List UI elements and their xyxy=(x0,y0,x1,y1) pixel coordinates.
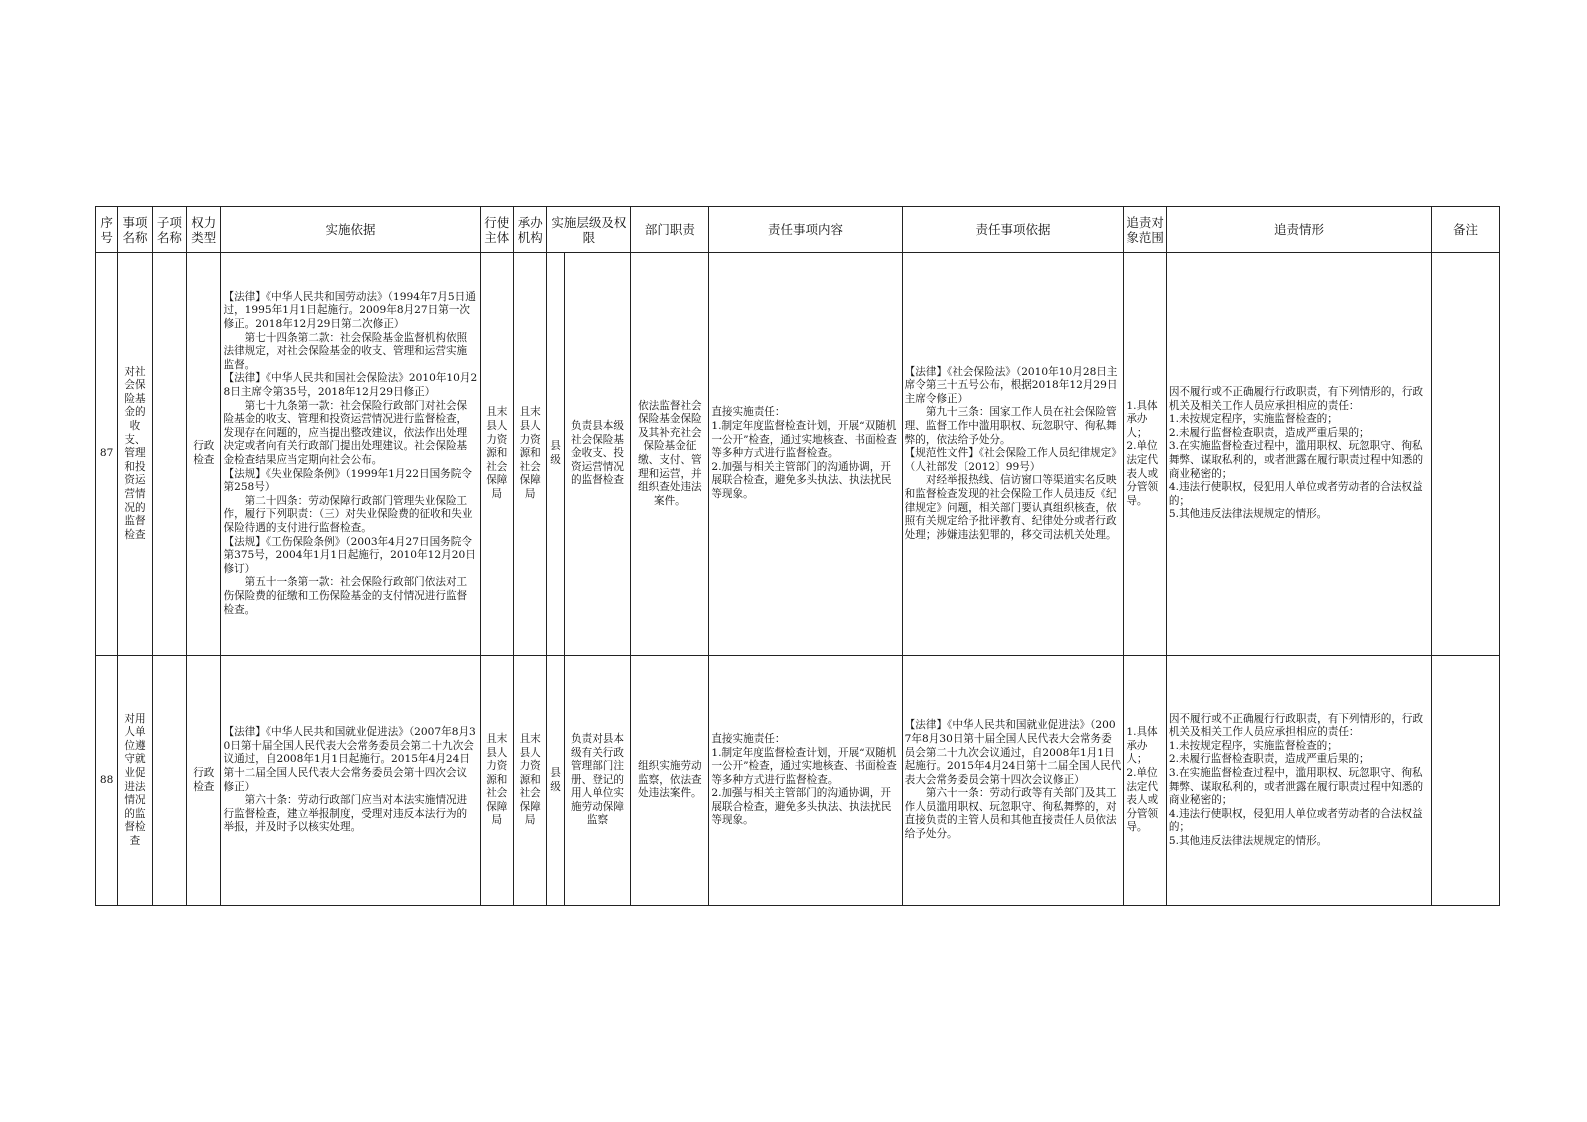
table-row xyxy=(96,253,1500,656)
header-basis: 实施依据 xyxy=(221,207,480,253)
row-resp-content: 直接实施责任： 1.制定年度监督检查计划，开展“双随机一公开”检查，通过实地核查、书面检查等多种方式进行监督检查。 2.加强与相关主管部门的沟通协调，开展联合检查，避免多头执法、执法扰民等现象。 xyxy=(709,656,902,906)
row-item-name: 对社会保险基金的收支、管理和投资运营情况的监督检查 xyxy=(118,253,152,656)
row-remark xyxy=(1432,253,1500,656)
row-level: 县级 xyxy=(547,656,564,906)
row-power-type: 行政检查 xyxy=(187,253,221,656)
header-subject: 行使主体 xyxy=(480,207,513,253)
row-seq: 88 xyxy=(96,656,118,906)
row-item-name: 对用人单位遵守就业促进法情况的监督检查 xyxy=(118,656,152,906)
row-seq: 87 xyxy=(96,253,118,656)
row-level-detail: 负责对县本级有关行政管理部门注册、登记的用人单位实施劳动保障监察 xyxy=(564,656,631,906)
row-sub-name xyxy=(152,656,186,906)
row-basis: 【法律】《中华人民共和国就业促进法》（2007年8月30日第十届全国人民代表大会常务委员会第二十九次会议通过，自2008年1月1日起施行。2015年4月24日第十二届全国人民代表大会常务委员会第十四次会议修正） 第六十条：劳动行政部门应当对本法实施情况进行监督检查，建立举报制度，受理对违反本法行为的举报，并及时予以核实处理。 xyxy=(221,656,480,906)
header-resp-content: 责任事项内容 xyxy=(709,207,902,253)
row-resp-basis: 【法律】《社会保险法》（2010年10月28日主席令第三十五号公布，根据2018年12月29日主席令修正） 第九十三条：国家工作人员在社会保险管理、监督工作中滥用职权、玩忽职守、徇私舞弊的，依法给予处分。 【规范性文件】《社会保险工作人员纪律规定》（人社部发〔2012〕99号） 对经举报热线、信访窗口等渠道实名反映和监督检查发现的社会保险工作人员违反《纪律规定》问题，相关部门要认真组织核查，依照有关规定给予批评教育、纪律处分或者行政处理；涉嫌违法犯罪的，移交司法机关处理。 xyxy=(902,253,1124,656)
row-dept-duty: 组织实施劳动监察，依法查处违法案件。 xyxy=(631,656,709,906)
header-item-name: 事项名称 xyxy=(118,207,152,253)
row-org: 且末县人力资源和社会保障局 xyxy=(514,253,547,656)
row-scope: 1.具体承办人； 2.单位法定代表人或分管领导。 xyxy=(1124,656,1167,906)
header-org: 承办机构 xyxy=(514,207,547,253)
row-level-detail: 负责县本级社会保险基金收支、投资运营情况的监督检查 xyxy=(564,253,631,656)
header-sub-name: 子项名称 xyxy=(152,207,186,253)
row-scope: 1.具体承办人； 2.单位法定代表人或分管领导。 xyxy=(1124,253,1167,656)
header-resp-basis: 责任事项依据 xyxy=(902,207,1124,253)
row-resp-content: 直接实施责任： 1.制定年度监督检查计划，开展“双随机一公开”检查，通过实地核查、书面检查等多种方式进行监督检查。 2.加强与相关主管部门的沟通协调，开展联合检查，避免多头执法、执法扰民等现象。 xyxy=(709,253,902,656)
row-subject: 且末县人力资源和社会保障局 xyxy=(480,656,513,906)
header-remark: 备注 xyxy=(1432,207,1500,253)
row-situation: 因不履行或不正确履行行政职责，有下列情形的，行政机关及相关工作人员应承担相应的责任： 1.未按规定程序，实施监督检查的； 2.未履行监督检查职责，造成严重后果的； 3.在实施监督检查过程中，滥用职权、玩忽职守、徇私舞弊、谋取私利的，或者泄露在履行职责过程中知悉的商业秘密的； 4.违法行使职权，侵犯用人单位或者劳动者的合法权益的； 5.其他违反法律法规规定的情形。 xyxy=(1166,656,1431,906)
row-org: 且末县人力资源和社会保障局 xyxy=(514,656,547,906)
row-basis: 【法律】《中华人民共和国劳动法》（1994年7月5日通过，1995年1月1日起施行。2009年8月27日第一次修正。2018年12月29日第二次修正） 第七十四条第二款：社会保险基金监督机构依照法律规定，对社会保险基金的收支、管理和运营实施监督。 【法律】《中华人民共和国社会保险法》2010年10月28日主席令第35号，2018年12月29日修正） 第七十九条第一款：社会保险行政部门对社会保险基金的收支、管理和投资运营情况进行监督检查，发现存在问题的，应当提出整改建议，依法作出处理决定或者向有关行政部门提出处理建议。社会保险基金检查结果应当定期向社会公布。 【法规】《失业保险条例》（1999年1月22日国务院令第258号） 第二十四条：劳动保障行政部门管理失业保险工作，履行下列职责：（三）对失业保险费的征收和失业保险待遇的支付进行监督检查。 【法规】《工伤保险条例》（2003年4月27日国务院令第375号，2004年1月1日起施行，2010年12月20日修订） 第五十一条第一款：社会保险行政部门依法对工伤保险费的征缴和工伤保险基金的支付情况进行监督检查。 xyxy=(221,253,480,656)
row-resp-basis: 【法律】《中华人民共和国就业促进法》（2007年8月30日第十届全国人民代表大会常务委员会第二十九次会议通过，自2008年1月1日起施行。2015年4月24日第十二届全国人民代表大会常务委员会第十四次会议修正） 第六十一条：劳动行政等有关部门及其工作人员滥用职权、玩忽职守、徇私舞弊的，对直接负责的主管人员和其他直接责任人员依法给予处分。 xyxy=(902,656,1124,906)
header-dept-duty: 部门职责 xyxy=(631,207,709,253)
row-dept-duty: 依法监督社会保险基金保险及其补充社会保险基金征缴、支付、管理和运营，并组织查处违法案件。 xyxy=(631,253,709,656)
row-level: 县级 xyxy=(547,253,564,656)
row-situation: 因不履行或不正确履行行政职责，有下列情形的，行政机关及相关工作人员应承担相应的责任： 1.未按规定程序，实施监督检查的； 2.未履行监督检查职责，造成严重后果的； 3.在实施监督检查过程中，滥用职权、玩忽职守、徇私舞弊、谋取私利的，或者泄露在履行职责过程中知悉的商业秘密的； 4.违法行使职权，侵犯用人单位或者劳动者的合法权益的； 5.其他违反法律法规规定的情形。 xyxy=(1166,253,1431,656)
header-power-type: 权力类型 xyxy=(187,207,221,253)
header-situation: 追责情形 xyxy=(1166,207,1431,253)
header-scope: 追责对象范围 xyxy=(1124,207,1167,253)
header-level: 实施层级及权限 xyxy=(547,207,631,253)
table-row xyxy=(96,656,1500,906)
row-remark xyxy=(1432,656,1500,906)
header-seq: 序号 xyxy=(96,207,118,253)
row-power-type: 行政检查 xyxy=(187,656,221,906)
row-sub-name xyxy=(152,253,186,656)
power-list-table xyxy=(95,206,1500,906)
table-header-row xyxy=(96,207,1500,253)
row-subject: 且末县人力资源和社会保障局 xyxy=(480,253,513,656)
